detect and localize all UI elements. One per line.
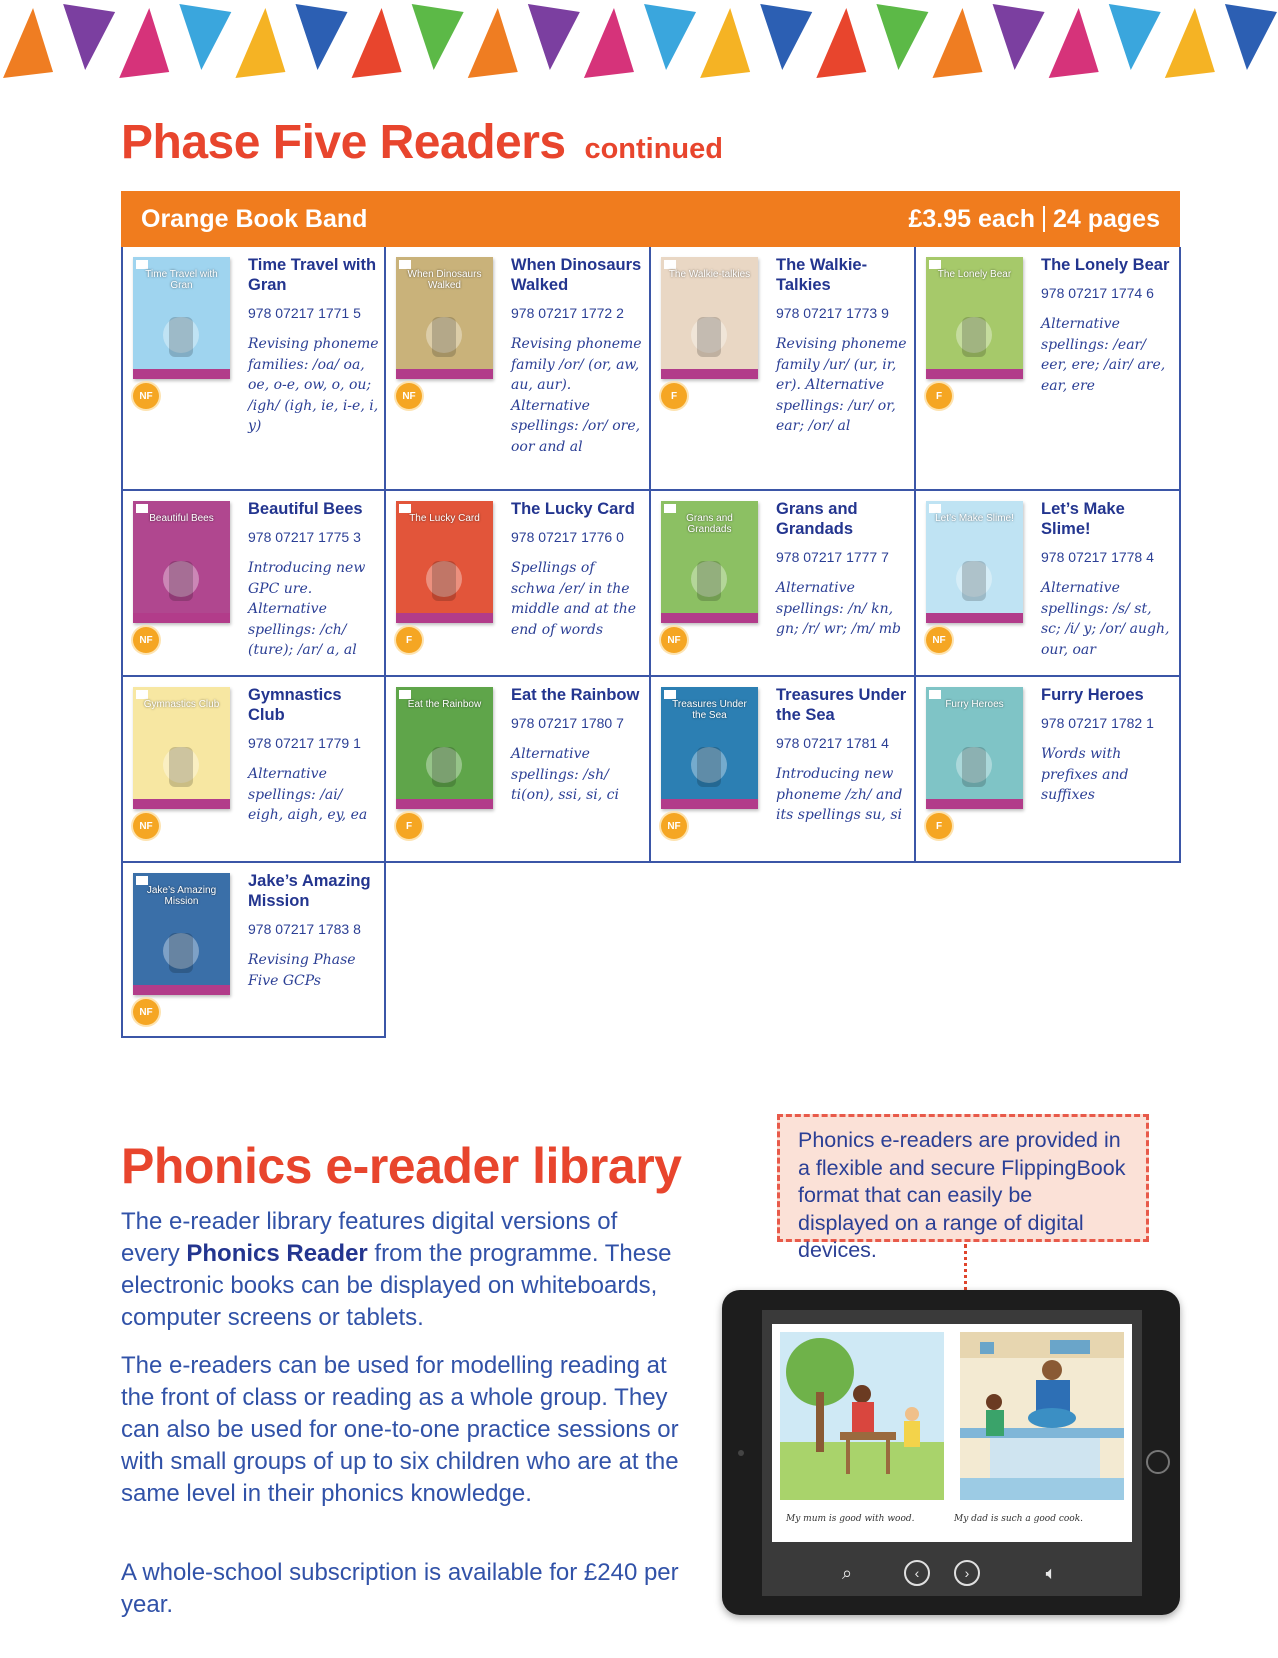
book-cell <box>651 247 916 491</box>
book-description: Revising phoneme family /or/ (or, aw, au, aur). Alternative spellings: /or/ ore, oor and al <box>511 336 642 455</box>
book-cover <box>661 257 758 379</box>
previous-page-icon[interactable]: ‹ <box>904 1560 930 1586</box>
book-title: Furry Heroes <box>1041 686 1144 704</box>
book-info <box>1041 255 1173 396</box>
book-cell <box>121 677 386 863</box>
book-isbn: 978 07217 1783 8 <box>248 921 361 937</box>
tablet-camera <box>738 1450 744 1456</box>
banner-triangle <box>63 4 115 70</box>
book-description: Revising phoneme families: /oa/ oa, oe, o-e, ow, o, ou; /igh/ (igh, ie, i-e, i, y) <box>248 336 379 435</box>
ebook-spread <box>772 1324 1132 1542</box>
book-description: Alternative spellings: /n/ kn, gn; /r/ wr; /m/ mb <box>776 580 901 638</box>
cover-title: The Walkie-talkies <box>668 269 751 280</box>
book-description: Alternative spellings: /ai/ eigh, aigh, ey, ea <box>248 766 368 824</box>
fiction-type-badge: F <box>396 627 422 653</box>
book-cell <box>386 247 651 491</box>
book-cell <box>916 677 1181 863</box>
fiction-type-badge: NF <box>396 383 422 409</box>
banner-triangle <box>1165 8 1215 78</box>
book-info <box>1041 499 1173 660</box>
empty-cell <box>916 863 1181 1038</box>
page-caption-left: My mum is good with wood. <box>786 1514 915 1524</box>
book-info <box>248 685 380 826</box>
banner-triangle <box>119 8 169 78</box>
cover-title: Time Travel with Gran <box>145 269 218 291</box>
book-description: Revising phoneme family /ur/ (ur, ir, er). Alternative spellings: /ur/ or, ear; /or/ al <box>776 336 907 435</box>
book-grid <box>121 247 1180 1038</box>
band-meta <box>908 205 1160 234</box>
band-header <box>121 191 1180 247</box>
book-title: Gymnastics Club <box>248 686 342 724</box>
band-name: Orange Book Band <box>141 204 368 233</box>
cover-title: Eat the Rainbow <box>407 699 482 710</box>
banner-triangle <box>235 8 285 78</box>
fiction-type-badge: NF <box>661 627 687 653</box>
fiction-type-badge: NF <box>661 813 687 839</box>
cover-title: Beautiful Bees <box>149 513 214 524</box>
book-description: Alternative spellings: /ear/ eer, ere; /air/ are, ear, ere <box>1041 316 1166 394</box>
cover-title: Jake’s Amazing Mission <box>146 885 217 907</box>
banner-triangle <box>528 4 580 70</box>
book-cover <box>133 501 230 623</box>
book-cover <box>133 257 230 379</box>
fiction-type-badge: F <box>926 813 952 839</box>
book-title: Beautiful Bees <box>248 500 363 518</box>
book-isbn: 978 07217 1772 2 <box>511 305 624 321</box>
banner-triangle <box>352 8 402 78</box>
fiction-type-badge: NF <box>133 999 159 1025</box>
book-cell <box>651 491 916 677</box>
tablet-illustration <box>722 1290 1180 1615</box>
book-isbn: 978 07217 1781 4 <box>776 735 889 751</box>
phonics-reader-emphasis: Phonics Reader <box>186 1240 368 1267</box>
book-cover <box>926 687 1023 809</box>
book-info <box>248 499 380 661</box>
fiction-type-badge: NF <box>133 383 159 409</box>
banner-triangle <box>700 8 750 78</box>
book-description: Words with prefixes and suffixes <box>1041 746 1129 804</box>
book-info <box>511 255 643 458</box>
book-cover <box>926 501 1023 623</box>
banner-triangle <box>644 4 696 70</box>
book-cell <box>121 863 386 1038</box>
page-title: Phase Five Readers continued <box>121 116 723 169</box>
book-isbn: 978 07217 1771 5 <box>248 305 361 321</box>
book-cover <box>396 687 493 809</box>
banner-triangle <box>584 8 634 78</box>
banner-triangle <box>412 4 464 70</box>
cover-title: Furry Heroes <box>945 699 1004 710</box>
sound-icon[interactable]: 🔈︎ <box>1045 1562 1057 1583</box>
fiction-type-badge: F <box>661 383 687 409</box>
book-isbn: 978 07217 1777 7 <box>776 549 889 565</box>
page-caption-right: My dad is such a good cook. <box>954 1514 1084 1524</box>
book-isbn: 978 07217 1778 4 <box>1041 549 1154 565</box>
book-info <box>776 499 908 640</box>
book-info <box>511 499 643 640</box>
book-isbn: 978 07217 1773 9 <box>776 305 889 321</box>
book-title: Eat the Rainbow <box>511 686 640 704</box>
book-cell <box>121 247 386 491</box>
book-isbn: 978 07217 1782 1 <box>1041 715 1154 731</box>
cover-title: Grans and Grandads <box>686 513 733 535</box>
tablet-home-button <box>1146 1450 1170 1474</box>
book-cell <box>121 491 386 677</box>
book-cover <box>133 687 230 809</box>
banner-triangle <box>816 8 866 78</box>
book-description: Alternative spellings: /sh/ ti(on), ssi, si, ci <box>511 746 620 804</box>
book-cell <box>386 677 651 863</box>
book-cover <box>396 501 493 623</box>
book-cover <box>661 501 758 623</box>
book-title: Let’s Make Slime! <box>1041 500 1125 538</box>
zoom-icon[interactable]: ⌕ <box>841 1562 853 1583</box>
book-info <box>248 255 380 437</box>
book-cover <box>396 257 493 379</box>
library-paragraph-2: The e-readers can be used for modelling reading at the front of class or reading as a whole group. They can also be used for one-to-one practice sessions or with small groups of up to six children who are at the same level in their phonics knowledge. <box>121 1352 679 1507</box>
title-suffix: continued <box>584 133 723 165</box>
cover-title: When Dinosaurs Walked <box>407 269 482 291</box>
banner-triangle <box>876 4 928 70</box>
empty-cell <box>651 863 916 1038</box>
book-isbn: 978 07217 1780 7 <box>511 715 624 731</box>
band-pages: 24 pages <box>1052 204 1160 233</box>
book-description: Alternative spellings: /s/ st, sc; /i/ y; /or/ augh, our, oar <box>1041 580 1170 658</box>
fiction-type-badge: NF <box>133 813 159 839</box>
book-cover <box>661 687 758 809</box>
book-info <box>511 685 643 806</box>
book-info <box>1041 685 1173 806</box>
book-title: Treasures Under the Sea <box>776 686 907 724</box>
book-title: The Walkie-Talkies <box>776 256 868 294</box>
book-cell <box>651 677 916 863</box>
book-description: Spellings of schwa /er/ in the middle and at the end of words <box>511 560 637 638</box>
book-cell <box>386 491 651 677</box>
banner-triangle <box>993 4 1045 70</box>
book-isbn: 978 07217 1779 1 <box>248 735 361 751</box>
page-illustration-right <box>960 1332 1124 1500</box>
banner-triangle <box>468 8 518 78</box>
cover-title: Treasures Under the Sea <box>672 699 747 721</box>
book-info <box>776 255 908 437</box>
banner-triangle <box>296 4 348 70</box>
book-description: Revising Phase Five GCPs <box>248 952 356 989</box>
library-paragraph-1: The e-reader library features digital versions of every Phonics Reader from the programme. These electronic books can be displayed on whiteboards, computer screens or tablets. <box>121 1208 672 1331</box>
fiction-type-badge: NF <box>926 627 952 653</box>
fiction-type-badge: F <box>396 813 422 839</box>
book-title: The Lucky Card <box>511 500 635 518</box>
band-price: £3.95 each <box>908 204 1035 233</box>
book-cover <box>133 873 230 995</box>
book-description: Introducing new phoneme /zh/ and its spellings su, si <box>776 766 903 824</box>
fiction-type-badge: NF <box>133 627 159 653</box>
flippingbook-callout: Phonics e-readers are provided in a flexible and secure FlippingBook format that can easily be displayed on a range of digital devices. <box>777 1114 1149 1242</box>
tablet-screen <box>762 1310 1142 1596</box>
banner-triangle <box>1109 4 1161 70</box>
library-title: Phonics e-reader library <box>121 1138 682 1194</box>
banner-triangle <box>760 4 812 70</box>
banner-triangle <box>179 4 231 70</box>
book-info <box>776 685 908 826</box>
empty-cell <box>386 863 651 1038</box>
cover-title: The Lonely Bear <box>937 269 1012 280</box>
page-illustration-left <box>780 1332 944 1500</box>
banner-triangle <box>1225 4 1277 70</box>
book-isbn: 978 07217 1775 3 <box>248 529 361 545</box>
library-paragraph-3: A whole-school subscription is available for £240 per year. <box>121 1559 679 1618</box>
banner-triangle <box>933 8 983 78</box>
fiction-type-badge: F <box>926 383 952 409</box>
cover-title: Gymnastics Club <box>143 699 220 710</box>
book-title: The Lonely Bear <box>1041 256 1170 274</box>
book-title: Time Travel with Gran <box>248 256 377 294</box>
book-description: Introducing new GPC ure. Alternative spellings: /ch/ (ture); /ar/ a, al <box>248 560 366 659</box>
book-info <box>248 871 380 991</box>
book-title: Jake’s Amazing Mission <box>248 872 371 910</box>
cover-title: The Lucky Card <box>409 513 480 524</box>
next-page-icon[interactable]: › <box>954 1560 980 1586</box>
book-title: When Dinosaurs Walked <box>511 256 642 294</box>
book-cell <box>916 247 1181 491</box>
cover-title: Let’s Make Slime! <box>935 513 1014 524</box>
book-title: Grans and Grandads <box>776 500 858 538</box>
book-cell <box>916 491 1181 677</box>
band-separator <box>1043 206 1045 232</box>
decorative-banner <box>0 0 1278 92</box>
banner-triangle <box>1049 8 1099 78</box>
book-cover <box>926 257 1023 379</box>
banner-triangle <box>3 8 53 78</box>
book-isbn: 978 07217 1776 0 <box>511 529 624 545</box>
book-isbn: 978 07217 1774 6 <box>1041 285 1154 301</box>
book-table <box>121 191 1180 1038</box>
